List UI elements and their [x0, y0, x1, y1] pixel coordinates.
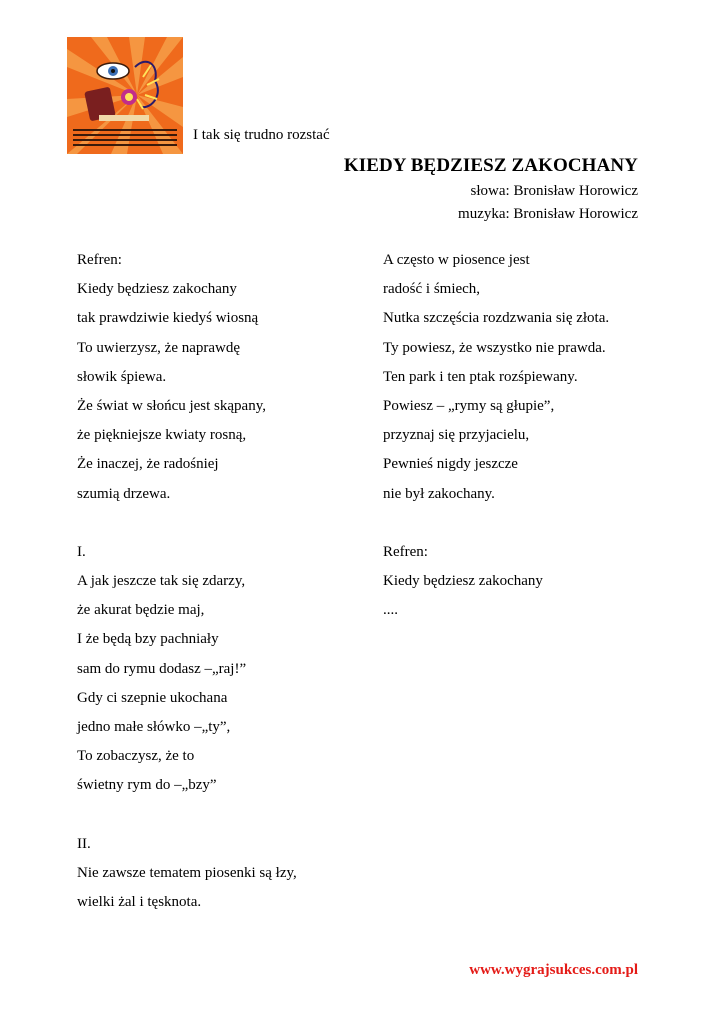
- blank-line: [77, 513, 297, 542]
- lyric-line: Że inaczej, że radośniej: [77, 456, 219, 473]
- lyric-line: radość i śmiech,: [383, 281, 481, 298]
- lyric-line: I.: [77, 543, 86, 560]
- lyric-line: że akurat będzie maj,: [77, 602, 205, 619]
- lyric-line: słowik śpiewa.: [77, 368, 167, 385]
- lyric-line: nie był zakochany.: [383, 485, 495, 502]
- lyric-line: Ty powiesz, że wszystko nie prawda.: [383, 339, 606, 356]
- lyric-line: że piękniejsze kwiaty rosną,: [77, 427, 247, 444]
- blank-line: [383, 513, 609, 542]
- album-cover-image: [67, 37, 183, 154]
- lyrics-credit: słowa: Bronisław Horowicz: [470, 183, 638, 199]
- lyric-line: Gdy ci szepnie ukochana: [77, 689, 228, 706]
- lyric-line: Kiedy będziesz zakochany: [383, 573, 543, 590]
- lyric-line: Że świat w słońcu jest skąpany,: [77, 397, 266, 414]
- lyrics-left-column: [77, 250, 297, 921]
- lyric-line: wielki żal i tęsknota.: [77, 894, 202, 911]
- lyric-line: jedno małe słówko –„ty”,: [77, 719, 231, 735]
- lyric-line: A często w piosence jest: [383, 252, 530, 268]
- lyric-line: ....: [383, 602, 398, 619]
- lyric-line: tak prawdziwie kiedyś wiosną: [77, 310, 259, 327]
- lyric-line: przyznaj się przyjacielu,: [383, 427, 530, 444]
- lyrics-right-column: [383, 250, 609, 629]
- lyric-line: Pewnieś nigdy jeszcze: [383, 456, 518, 473]
- lyric-line: II.: [77, 835, 91, 852]
- lyric-line: sam do rymu dodasz –„raj!”: [77, 660, 247, 677]
- lyric-line: Ten park i ten ptak rozśpiewany.: [383, 368, 578, 385]
- lyric-line: Nie zawsze tematem piosenki są łzy,: [77, 864, 297, 881]
- album-title: I tak się trudno rozstać: [193, 127, 330, 143]
- lyric-line: Kiedy będziesz zakochany: [77, 281, 237, 298]
- lyric-line: I że będą bzy pachniały: [77, 631, 219, 648]
- lyric-line: A jak jeszcze tak się zdarzy,: [77, 573, 246, 590]
- lyric-line: To uwierzysz, że naprawdę: [77, 339, 241, 356]
- blank-line: [77, 805, 297, 834]
- lyric-line: Refren:: [383, 543, 428, 560]
- lyric-line: To zobaczysz, że to: [77, 748, 195, 765]
- lyric-line: Nutka szczęścia rozdzwania się złota.: [383, 310, 610, 327]
- website-footer: www.wygrajsukces.com.pl: [469, 962, 638, 978]
- lyric-line: świetny rym do –„bzy”: [77, 777, 217, 794]
- music-credit: muzyka: Bronisław Horowicz: [458, 206, 638, 222]
- lyric-line: Refren:: [77, 252, 122, 268]
- lyric-line: szumią drzewa.: [77, 485, 171, 502]
- lyric-line: Powiesz – „rymy są głupie”,: [383, 397, 555, 414]
- song-title: KIEDY BĘDZIESZ ZAKOCHANY: [343, 155, 638, 176]
